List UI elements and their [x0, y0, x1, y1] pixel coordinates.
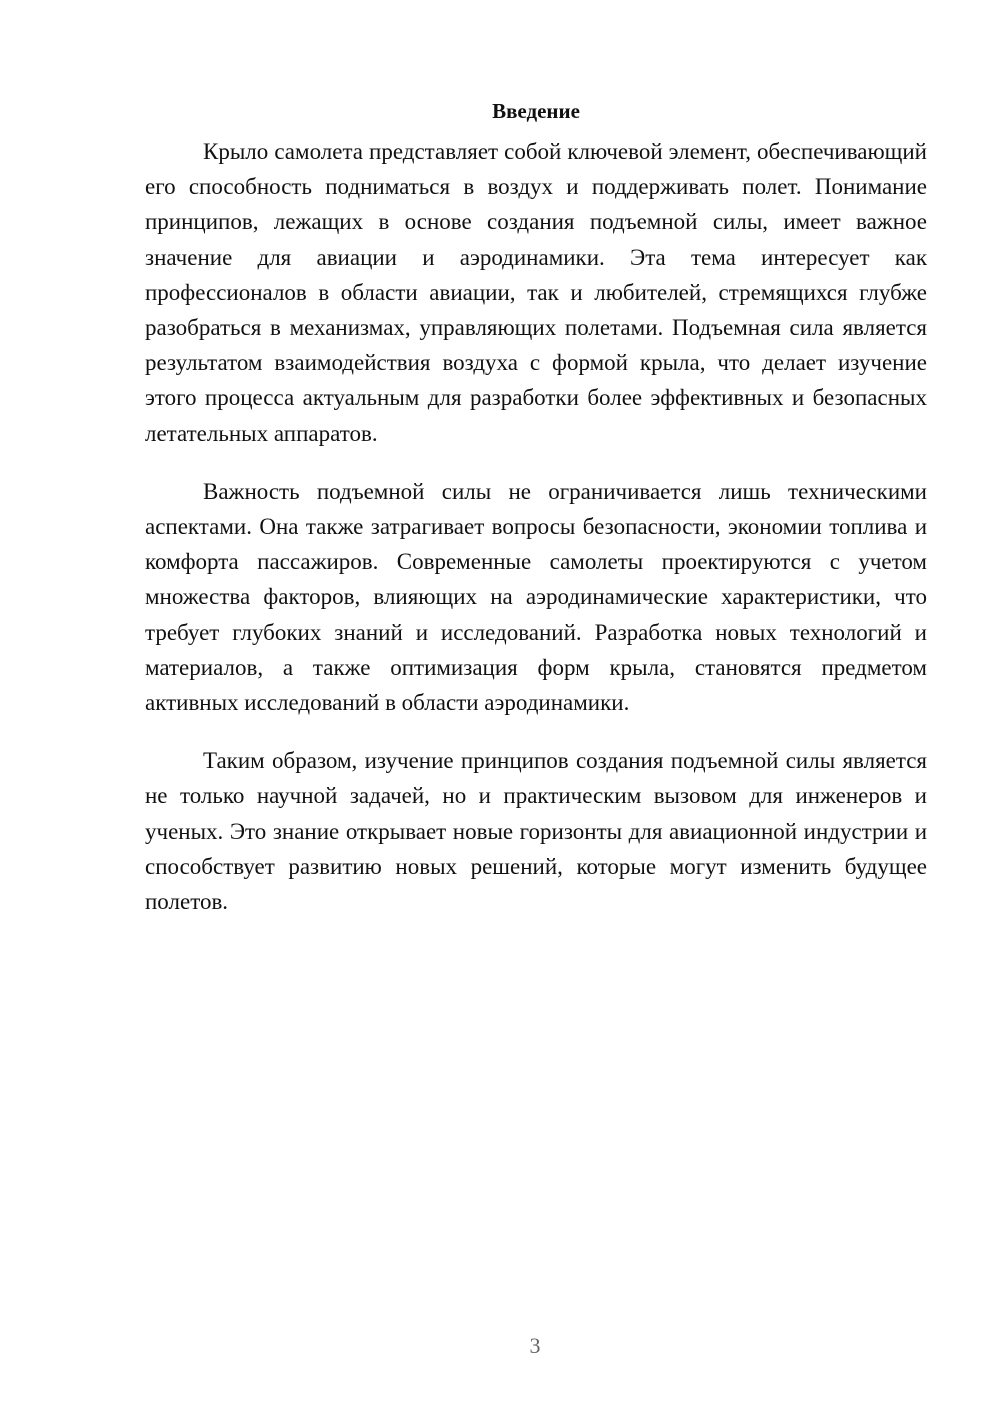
- page-number: 3: [529, 1333, 541, 1358]
- paragraph-1: Крыло самолета представляет собой ключевой элемент, обеспечивающий его способность подниматься в воздух и поддерживать полет. Понимание принципов, лежащих в основе создания подъемной силы, имеет важное значение для авиации и аэродинамики. Эта тема интересует как профессионалов в области авиации, так и любителей, стремящихся глубже разобраться в механизмах, управляющих полетами. Подъемная сила является результатом взаимодействия воздуха с формой крыла, что делает изучение этого процесса актуальным для разработки более эффективных и безопасных летательных аппаратов.: [145, 139, 927, 446]
- section-title: Введение: [492, 99, 580, 123]
- paragraph-2: Важность подъемной силы не ограничивается лишь техническими аспектами. Она также затрагивает вопросы безопасности, экономии топлива и комфорта пассажиров. Современные самолеты проектируются с учетом множества факторов, влияющих на аэродинамические характеристики, что требует глубоких знаний и исследований. Разработка новых технологий и материалов, а также оптимизация форм крыла, становятся предметом активных исследований в области аэродинамики.: [145, 478, 927, 716]
- page-content: [145, 96, 927, 942]
- paragraph-3: Таким образом, изучение принципов создания подъемной силы является не только научной задачей, но и практическим вызовом для инженеров и ученых. Это знание открывает новые горизонты для авиационной индустрии и способствует развитию новых решений, которые могут изменить будущее полетов.: [145, 748, 927, 915]
